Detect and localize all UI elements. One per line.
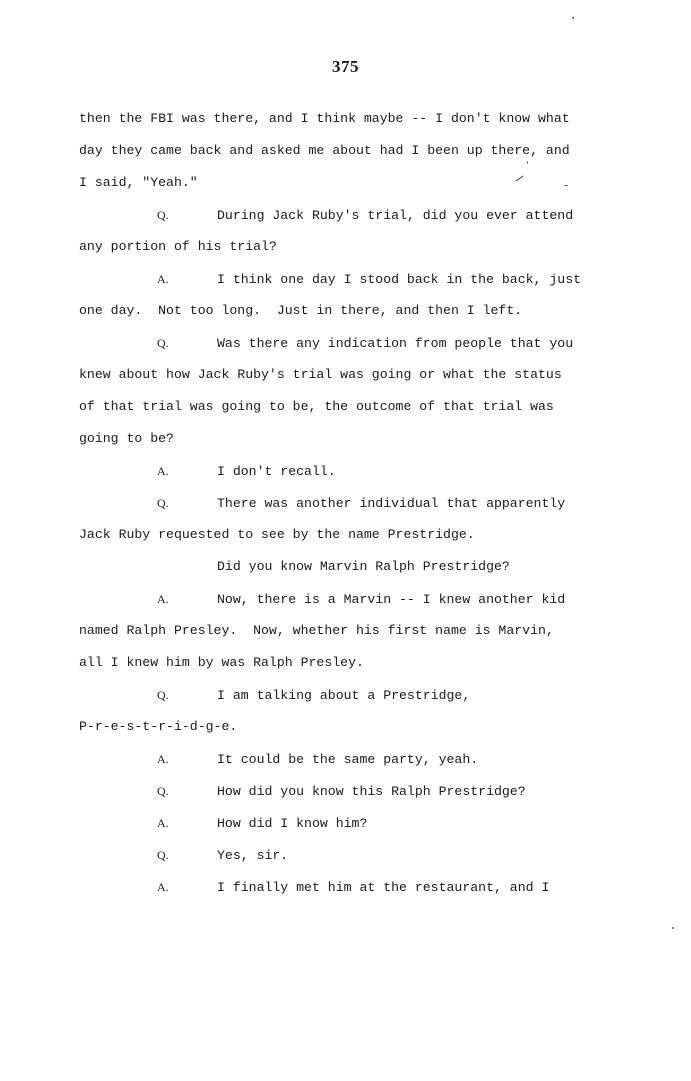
line-text: Yes, sir. (217, 848, 289, 863)
transcript-line (79, 743, 619, 775)
transcript-line (79, 807, 619, 839)
line-text: Did you know Marvin Ralph Prestridge? (217, 559, 510, 574)
transcript-line (79, 167, 619, 199)
scan-speck (564, 185, 568, 186)
answer-marker: A. (157, 272, 169, 286)
answer-marker: A. (157, 464, 169, 478)
line-text: named Ralph Presley. Now, whether his first name is Marvin, (79, 623, 554, 638)
transcript-line (79, 359, 619, 391)
transcript-body (79, 103, 619, 903)
transcript-line (79, 615, 619, 647)
line-text: Now, there is a Marvin -- I knew another kid (217, 592, 566, 607)
line-text: I finally met him at the restaurant, and I (217, 880, 550, 895)
line-text: How did I know him? (217, 816, 368, 831)
line-text: Jack Ruby requested to see by the name Prestridge. (79, 527, 475, 542)
page-number: 375 (332, 57, 359, 76)
transcript-line (79, 871, 619, 903)
transcript-line (79, 391, 619, 423)
transcript-line (79, 679, 619, 711)
line-text: I don't recall. (217, 464, 336, 479)
answer-marker: A. (157, 592, 169, 606)
line-text: Was there any indication from people that you (217, 336, 574, 351)
line-text: How did you know this Ralph Prestridge? (217, 784, 526, 799)
question-marker: Q. (157, 336, 169, 350)
question-marker: Q. (157, 688, 169, 702)
transcript-line (79, 455, 619, 487)
transcript-line (79, 135, 619, 167)
transcript-line (79, 423, 619, 455)
answer-marker: A. (157, 816, 169, 830)
transcript-line (79, 775, 619, 807)
transcript-line (79, 103, 619, 135)
transcript-line (79, 839, 619, 871)
transcript-line (79, 711, 619, 743)
question-marker: Q. (157, 208, 169, 222)
transcript-line (79, 487, 619, 519)
line-text: During Jack Ruby's trial, did you ever attend (217, 208, 574, 223)
transcript-line (79, 583, 619, 615)
transcript-line (79, 295, 619, 327)
line-text: all I knew him by was Ralph Presley. (79, 655, 364, 670)
line-text: There was another individual that apparently (217, 496, 566, 511)
transcript-line (79, 199, 619, 231)
line-text: I think one day I stood back in the back, just (217, 272, 582, 287)
transcript-line (79, 647, 619, 679)
line-text: one day. Not too long. Just in there, and then I left. (79, 303, 523, 318)
line-text: of that trial was going to be, the outcome of that trial was (79, 399, 554, 414)
transcript-line (79, 231, 619, 263)
question-marker: Q. (157, 496, 169, 510)
scan-speck (672, 927, 674, 929)
answer-marker: A. (157, 880, 169, 894)
transcript-line (79, 263, 619, 295)
line-text: knew about how Jack Ruby's trial was going or what the status (79, 367, 562, 382)
line-text: P-r-e-s-t-r-i-d-g-e. (79, 719, 238, 734)
line-text: day they came back and asked me about had I been up there, and (79, 143, 570, 158)
line-text: going to be? (79, 431, 174, 446)
line-text: then the FBI was there, and I think maybe -- I don't know what (79, 111, 570, 126)
line-text: I said, "Yeah." (79, 175, 198, 190)
transcript-line (79, 327, 619, 359)
line-text: It could be the same party, yeah. (217, 752, 479, 767)
line-text: I am talking about a Prestridge, (217, 688, 471, 703)
transcript-line (79, 551, 619, 583)
transcript-line (79, 519, 619, 551)
question-marker: Q. (157, 848, 169, 862)
scan-speck (527, 161, 528, 164)
answer-marker: A. (157, 752, 169, 766)
line-text: any portion of his trial? (79, 239, 277, 254)
scan-speck (572, 17, 574, 19)
question-marker: Q. (157, 784, 169, 798)
